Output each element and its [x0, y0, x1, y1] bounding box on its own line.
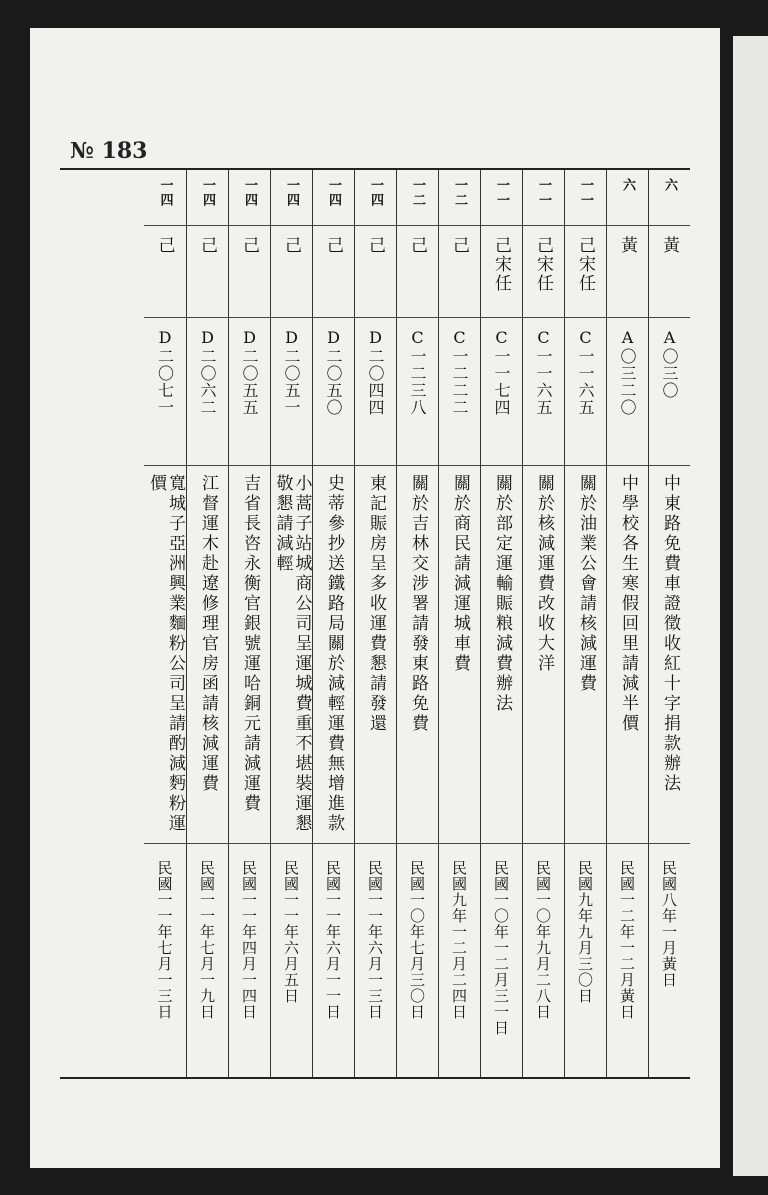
record-date-cell [397, 844, 438, 1077]
section-mark-cell [144, 226, 186, 318]
record-date: 民國一〇年一二月三一日 [492, 860, 510, 1036]
record-date: 民國一一年七月一九日 [198, 860, 216, 1020]
volume-number-cell [313, 170, 354, 226]
volume-number: 一四 [326, 178, 341, 208]
record-title-cell [355, 466, 396, 844]
volume-number: 一四 [200, 178, 215, 208]
section-mark: 己宋任 [533, 236, 553, 293]
record-date-cell [607, 844, 648, 1077]
file-code: D二〇七一 [155, 328, 175, 416]
file-code-cell [439, 318, 480, 466]
file-code-cell [523, 318, 564, 466]
volume-number-cell [397, 170, 438, 226]
volume-number-cell [565, 170, 606, 226]
volume-number-cell [187, 170, 228, 226]
section-mark-cell [565, 226, 606, 318]
record-date-cell [649, 844, 690, 1077]
section-mark-cell [187, 226, 228, 318]
section-mark: 己 [197, 236, 217, 255]
volume-number-cell [523, 170, 564, 226]
page-number: № 183 [70, 138, 148, 164]
file-code-cell [607, 318, 648, 466]
record-column [144, 170, 186, 1077]
volume-number-cell [271, 170, 312, 226]
record-title: 史蒂參抄送鐵路局關於減輕運費無增進款 [324, 474, 344, 834]
record-date: 民國一一年六月一三日 [366, 860, 384, 1020]
file-code: C一一六五 [576, 328, 595, 416]
file-code: D二〇五五 [240, 328, 259, 416]
record-date-cell [271, 844, 312, 1077]
record-date-cell [187, 844, 228, 1077]
section-mark-cell [271, 226, 312, 318]
file-code-cell [565, 318, 606, 466]
section-mark: 己 [365, 236, 385, 255]
section-mark-cell [481, 226, 522, 318]
record-title: 寬城子亞洲興業麵粉公司呈請酌減麪粉運價 [146, 474, 185, 834]
file-code: C一二三八 [408, 328, 427, 416]
volume-number: 一四 [242, 178, 257, 208]
adjacent-page-edge [733, 36, 768, 1176]
section-mark-cell [397, 226, 438, 318]
record-title: 關於核減運費改收大洋 [534, 474, 554, 674]
record-title: 關於商民請減運城車費 [450, 474, 470, 674]
record-title-cell [439, 466, 480, 844]
record-date: 民國八年一月黃日 [660, 860, 678, 988]
record-date-cell [439, 844, 480, 1077]
volume-number: 一一 [536, 178, 551, 208]
record-column [606, 170, 648, 1077]
volume-number: 一二 [452, 178, 467, 208]
section-mark: 己 [239, 236, 259, 255]
record-title: 東記賑房呈多收運費懇請發還 [366, 474, 386, 734]
file-code: D二〇六二 [198, 328, 217, 416]
record-title-cell [313, 466, 354, 844]
record-title-cell [271, 466, 312, 844]
file-code: D二〇五一 [282, 328, 301, 416]
section-mark: 黃 [659, 236, 679, 255]
section-mark-cell [355, 226, 396, 318]
volume-number-cell [144, 170, 186, 226]
record-column [648, 170, 690, 1077]
record-column [564, 170, 606, 1077]
record-column [228, 170, 270, 1077]
volume-number-cell [355, 170, 396, 226]
record-column [522, 170, 564, 1077]
record-title: 中東路免費車證徵收紅十字捐款辦法 [660, 474, 680, 794]
file-code: D二〇四四 [366, 328, 385, 416]
record-column [354, 170, 396, 1077]
record-date: 民國一〇年七月三〇日 [408, 860, 426, 1020]
file-code: D二〇五〇 [324, 328, 343, 416]
volume-number: 六 [620, 178, 635, 193]
record-date-cell [481, 844, 522, 1077]
section-mark-cell [229, 226, 270, 318]
record-title: 吉省長咨永衡官銀號運哈銅元請減運費 [240, 474, 260, 814]
file-code-cell [481, 318, 522, 466]
record-date-cell [144, 844, 186, 1077]
file-code-cell [271, 318, 312, 466]
record-date: 民國一一年六月一一日 [324, 860, 342, 1020]
record-date: 民國九年九月三〇日 [576, 860, 594, 1004]
file-code: C一二二二 [450, 328, 469, 416]
record-column [396, 170, 438, 1077]
volume-number: 一一 [494, 178, 509, 208]
volume-number-cell [229, 170, 270, 226]
record-date: 民國一一年四月一四日 [240, 860, 258, 1020]
record-title: 關於吉林交涉署請發東路免費 [408, 474, 428, 734]
record-title-cell [649, 466, 690, 844]
section-mark: 己 [407, 236, 427, 255]
record-title: 關於油業公會請核減運費 [576, 474, 596, 694]
file-code-cell [397, 318, 438, 466]
record-title-cell [523, 466, 564, 844]
record-date: 民國一二年一二月黃日 [618, 860, 636, 1020]
record-date: 民國一一年六月五日 [282, 860, 300, 1004]
file-code: C一一六五 [534, 328, 553, 416]
record-date-cell [229, 844, 270, 1077]
section-mark-cell [523, 226, 564, 318]
file-code-cell [355, 318, 396, 466]
volume-number-cell [607, 170, 648, 226]
record-column [480, 170, 522, 1077]
volume-number: 一四 [157, 178, 173, 208]
catalog-table [60, 168, 690, 1079]
file-code: A〇三二〇 [618, 328, 637, 416]
record-date-cell [523, 844, 564, 1077]
record-date: 民國一一年七月一三日 [155, 860, 174, 1020]
section-mark: 黃 [617, 236, 637, 255]
record-date-cell [355, 844, 396, 1077]
volume-number-cell [439, 170, 480, 226]
record-title: 小蒿子站城商公司呈運城費重不堪裝運懇敬懇請減輕 [272, 474, 312, 834]
section-mark: 己 [449, 236, 469, 255]
volume-number-cell [649, 170, 690, 226]
file-code-cell [144, 318, 186, 466]
record-date-cell [313, 844, 354, 1077]
record-title-cell [607, 466, 648, 844]
section-mark: 己宋任 [491, 236, 511, 293]
record-date: 民國一〇年九月二八日 [534, 860, 552, 1020]
record-column [312, 170, 354, 1077]
section-mark-cell [607, 226, 648, 318]
record-title: 中學校各生寒假回里請減半價 [618, 474, 638, 734]
volume-number: 一四 [368, 178, 383, 208]
record-column [438, 170, 480, 1077]
record-title-cell [565, 466, 606, 844]
record-title-cell [481, 466, 522, 844]
record-title-cell [144, 466, 186, 844]
section-mark-cell [313, 226, 354, 318]
volume-number: 一四 [284, 178, 299, 208]
section-mark: 己 [281, 236, 301, 255]
section-mark-cell [649, 226, 690, 318]
section-mark: 己 [154, 236, 175, 255]
file-code: C一一七四 [492, 328, 511, 416]
volume-number: 一二 [410, 178, 425, 208]
record-column [186, 170, 228, 1077]
section-mark-cell [439, 226, 480, 318]
record-date: 民國九年一二月二四日 [450, 860, 468, 1020]
file-code-cell [313, 318, 354, 466]
file-code-cell [649, 318, 690, 466]
record-title: 江督運木赴遼修理官房函請核減運費 [198, 474, 218, 794]
file-code-cell [187, 318, 228, 466]
section-mark: 己 [323, 236, 343, 255]
record-title-cell [187, 466, 228, 844]
record-date-cell [565, 844, 606, 1077]
file-code-cell [229, 318, 270, 466]
record-column [270, 170, 312, 1077]
volume-number: 六 [662, 178, 677, 193]
record-title: 關於部定運輸賑粮減費辦法 [492, 474, 512, 714]
record-title-cell [397, 466, 438, 844]
record-title-cell [229, 466, 270, 844]
section-mark: 己宋任 [575, 236, 595, 293]
volume-number-cell [481, 170, 522, 226]
file-code: A〇三〇 [660, 328, 679, 399]
volume-number: 一一 [578, 178, 593, 208]
